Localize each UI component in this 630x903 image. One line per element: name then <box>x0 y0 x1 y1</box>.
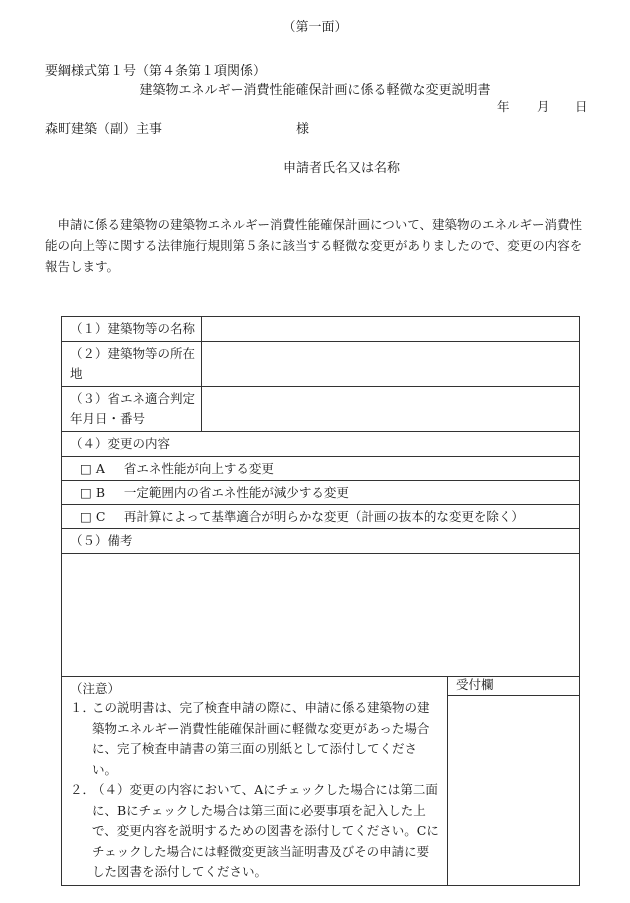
building-location-label: （２）建築物等の所在地 <box>62 342 202 387</box>
date-day-label: 日 <box>575 99 588 114</box>
table-row <box>62 457 580 481</box>
judgment-date-number-label: （３）省エネ適合判定年月日・番号 <box>62 387 202 432</box>
option-text: 省エネ性能が向上する変更 <box>123 461 274 476</box>
option-text: 一定範囲内の省エネ性能が減少する変更 <box>123 485 349 500</box>
change-content-header: （４）変更の内容 <box>62 432 580 457</box>
applicant-label: 申請者氏名又は名称 <box>283 161 401 176</box>
table-row <box>62 481 580 505</box>
notes-header: （注意） <box>70 681 121 696</box>
table-row <box>62 317 580 342</box>
judgment-date-number-field[interactable] <box>202 387 580 432</box>
honorific: 様 <box>296 122 310 137</box>
checkbox-icon: □ <box>80 485 92 500</box>
note-item <box>70 698 441 780</box>
table-row <box>62 529 580 554</box>
building-name-field[interactable] <box>202 317 580 342</box>
checkbox-icon: □ <box>80 509 92 524</box>
table-row <box>62 432 580 457</box>
table-row <box>62 505 580 529</box>
option-key: A <box>95 461 105 476</box>
date-year-label: 年 <box>497 99 510 114</box>
note-text: （４）変更の内容において、Aにチェックした場合には第二面に、Bにチェックした場合は第三面に必要事項を記入した上で、変更内容を説明するための図書を添付してください。Cにチェックした場合には軽微変更該当証明書及びその申請に要した図書を添付してください。 <box>92 782 439 879</box>
change-form-table <box>61 316 580 886</box>
remarks-header: （５）備考 <box>62 529 580 554</box>
note-item <box>70 780 441 883</box>
receipt-header: 受付欄 <box>448 675 579 696</box>
form-number: 要綱様式第１号（第４条第１項関係） <box>45 64 267 79</box>
note-text: この説明書は、完了検査申請の際に、申請に係る建築物の建築物エネルギー消費性能確保計画に軽微な変更があった場合に、完了検査申請書の第三面の別紙として添付してください。 <box>92 700 430 777</box>
option-b-checkbox[interactable] <box>62 481 580 505</box>
option-a-checkbox[interactable] <box>62 457 580 481</box>
document-title: 建築物エネルギー消費性能確保計画に係る軽微な変更説明書 <box>139 83 491 98</box>
note-number: ２． <box>70 782 96 797</box>
option-key: C <box>95 509 106 524</box>
table-row <box>62 677 580 886</box>
option-key: B <box>95 485 105 500</box>
remarks-field[interactable] <box>62 554 580 677</box>
addressee: 森町建築（副）主事 <box>45 122 163 137</box>
table-row <box>62 342 580 387</box>
table-row <box>62 387 580 432</box>
note-number: １． <box>70 700 96 715</box>
option-c-checkbox[interactable] <box>62 505 580 529</box>
notes-cell <box>62 677 448 886</box>
building-location-field[interactable] <box>202 342 580 387</box>
page-label: （第一面） <box>282 20 348 35</box>
receipt-cell[interactable] <box>448 677 580 886</box>
checkbox-icon: □ <box>80 461 92 476</box>
date-month-label: 月 <box>537 99 550 114</box>
option-text: 再計算によって基準適合が明らかな変更（計画の抜本的な変更を除く） <box>123 509 524 524</box>
table-row <box>62 554 580 677</box>
building-name-label: （１）建築物等の名称 <box>62 317 202 342</box>
body-paragraph: 申請に係る建築物の建築物エネルギー消費性能確保計画について、建築物のエネルギー消費性能の向上等に関する法律施行規則第５条に該当する軽微な変更がありましたので、変更の内容を報告します。 <box>45 217 583 274</box>
